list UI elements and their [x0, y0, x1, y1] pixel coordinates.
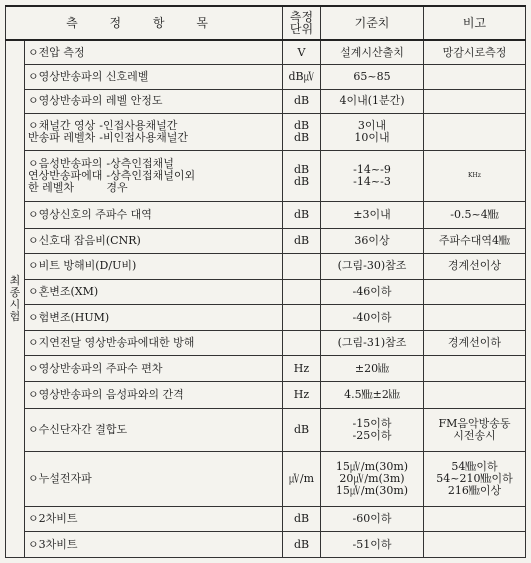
table-row: [6, 114, 526, 151]
row-note: [424, 89, 526, 114]
row-item-main: ㅇ채널간 영상 반송파 레벨차: [28, 119, 96, 144]
row-item: ㅇ영상반송파의 음성파와의 간격: [25, 381, 283, 408]
table-row: [6, 228, 526, 254]
row-note: 54㎒이하 54~210㎒이하 216㎒이상: [424, 451, 526, 506]
row-item: ㅇ3차비트: [25, 532, 283, 558]
row-item: ㅇ영상반송파의 주파수 편차: [25, 356, 283, 382]
row-unit: dB dB: [283, 150, 321, 201]
table-row: [6, 89, 526, 114]
table-row: [6, 150, 526, 201]
row-item: ㅇ신호대 잡음비(CNR): [25, 228, 283, 254]
row-unit: dB: [283, 202, 321, 229]
row-note: [424, 381, 526, 408]
row-note: 경계선이상: [424, 254, 526, 280]
table-row: [6, 305, 526, 331]
table-row: [6, 40, 526, 65]
row-unit: [283, 330, 321, 356]
row-item: ㅇ지연전달 영상반송파에대한 방해: [25, 330, 283, 356]
row-standard: ±20㎑: [321, 356, 424, 382]
row-note: [424, 356, 526, 382]
row-item: ㅇ전압 측정: [25, 40, 283, 65]
row-standard: 15㎶/m(30m) 20㎶/m(3m) 15㎶/m(30m): [321, 451, 424, 506]
table-row: [6, 356, 526, 382]
row-item: [25, 150, 283, 201]
row-standard: 36이상: [321, 228, 424, 254]
row-standard: -40이하: [321, 305, 424, 331]
header-item: 측 정 항 목: [6, 6, 283, 40]
row-item: ㅇ수신단자간 결합도: [25, 408, 283, 451]
row-note: [424, 65, 526, 90]
row-unit: Hz: [283, 356, 321, 382]
row-note: 주파수대역4㎒: [424, 228, 526, 254]
row-unit: [283, 305, 321, 331]
row-item: ㅇ혼변조(XM): [25, 279, 283, 305]
row-standard: -15이하 -25이하: [321, 408, 424, 451]
table-row: [6, 202, 526, 229]
row-note: 경계선이하: [424, 330, 526, 356]
row-note: [424, 305, 526, 331]
table-row: [6, 451, 526, 506]
row-item: [25, 114, 283, 151]
row-note: -0.5~4㎒: [424, 202, 526, 229]
row-standard: (그림-31)참조: [321, 330, 424, 356]
header-standard: 기준치: [321, 6, 424, 40]
row-standard: -60이하: [321, 506, 424, 532]
row-item: ㅇ영상반송파의 레벨 안정도: [25, 89, 283, 114]
row-item: ㅇ비트 방해비(D/U비): [25, 254, 283, 280]
table-header-row: [6, 6, 526, 40]
row-unit: dB: [283, 532, 321, 558]
row-standard: (그림-30)참조: [321, 254, 424, 280]
table-row: [6, 65, 526, 90]
row-unit: dB: [283, 408, 321, 451]
row-unit: ㎶/m: [283, 451, 321, 506]
row-note: [424, 114, 526, 151]
row-standard: -51이하: [321, 532, 424, 558]
row-unit: [283, 254, 321, 280]
row-item: ㅇ누설전자파: [25, 451, 283, 506]
table-row: [6, 254, 526, 280]
row-unit: dB: [283, 89, 321, 114]
row-note: [424, 506, 526, 532]
row-unit: Hz: [283, 381, 321, 408]
row-item: ㅇ험변조(HUM): [25, 305, 283, 331]
row-note: 망감시로측정: [424, 40, 526, 65]
row-standard: -14~-9 -14~-3: [321, 150, 424, 201]
row-unit: [283, 279, 321, 305]
table-row: [6, 408, 526, 451]
table-row: [6, 532, 526, 558]
row-unit: V: [283, 40, 321, 65]
row-standard: 65~85: [321, 65, 424, 90]
table-row: [6, 381, 526, 408]
row-item-sub: -상측인접채널 -상측인접채널이외 경우: [106, 156, 196, 194]
row-item-main: ㅇ음성반송파의 연상반송파에대 한 레벨차: [28, 156, 103, 194]
header-unit: 측정 단위: [283, 6, 321, 40]
table-row: [6, 506, 526, 532]
row-unit: dB: [283, 506, 321, 532]
row-standard: -46이하: [321, 279, 424, 305]
row-standard: 4.5㎒±2㎑: [321, 381, 424, 408]
table-row: [6, 330, 526, 356]
row-note: FM음악방송동 시전송시: [424, 408, 526, 451]
row-standard: 4이내(1분간): [321, 89, 424, 114]
row-standard: 3이내 10이내: [321, 114, 424, 151]
row-note: [424, 279, 526, 305]
row-unit: dB: [283, 228, 321, 254]
row-standard: ±3이내: [321, 202, 424, 229]
row-item: ㅇ영상신호의 주파수 대역: [25, 202, 283, 229]
measurement-standards-table: [5, 5, 526, 558]
row-note: KHz: [424, 150, 526, 201]
row-item-sub: -인접사용채널간 -비인접사용채널간: [99, 119, 188, 144]
header-note: 비고: [424, 6, 526, 40]
row-item: ㅇ2차비트: [25, 506, 283, 532]
table-row: [6, 279, 526, 305]
row-standard: 설계시산출치: [321, 40, 424, 65]
category-label: 최 종 시 험: [6, 40, 25, 558]
row-unit: dB dB: [283, 114, 321, 151]
row-item: ㅇ영상반송파의 신호레벨: [25, 65, 283, 90]
row-unit: dB㎶: [283, 65, 321, 90]
row-note: [424, 532, 526, 558]
